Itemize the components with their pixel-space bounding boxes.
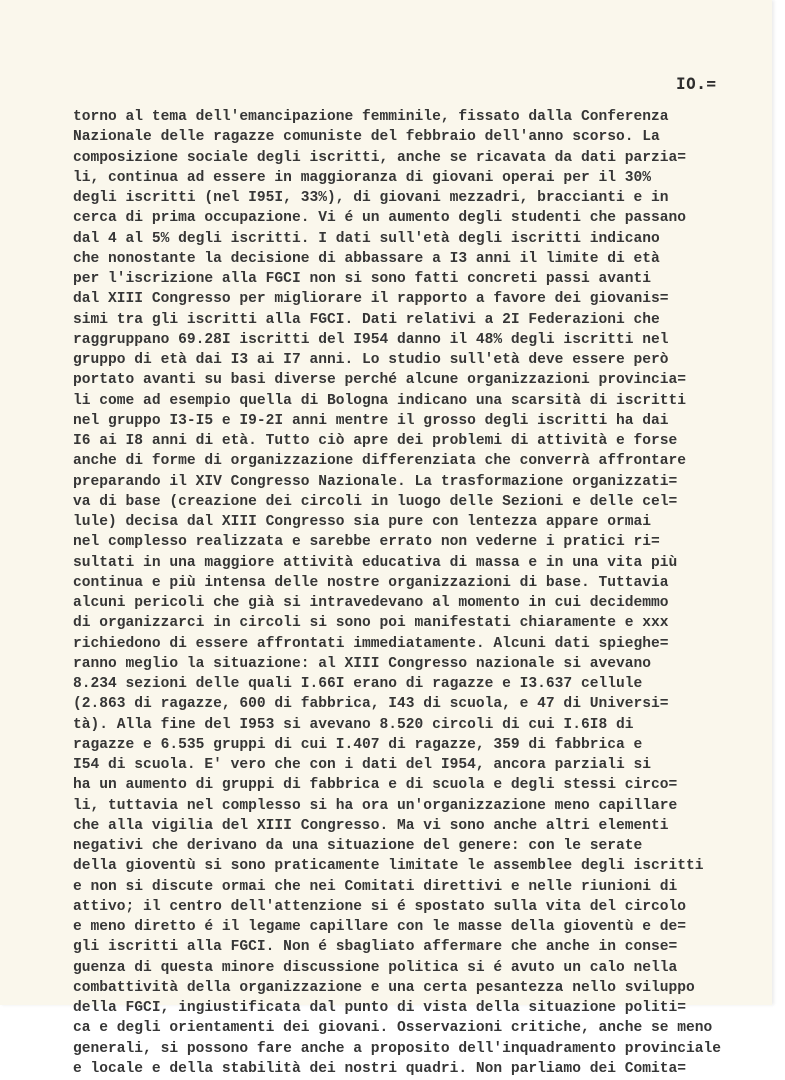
text-line: va di base (creazione dei circoli in luogo delle Sezioni e delle cel= bbox=[73, 493, 678, 510]
text-line: (2.863 di ragazze, 600 di fabbrica, I43 di scuola, e 47 di Universi= bbox=[73, 696, 669, 713]
text-line: dal 4 al 5% degli iscritti. I dati sull'età degli iscritti indicano bbox=[73, 230, 660, 247]
text-line: della FGCI, ingiustificata dal punto di vista della situazione politi= bbox=[73, 1000, 687, 1016]
text-line: e non si discute ormai che nei Comitati direttivi e nelle riunioni di bbox=[73, 878, 678, 895]
text-line: tà). Alla fine del I953 si avevano 8.520 circoli di cui I.6I8 di bbox=[73, 716, 634, 733]
text-line: ca e degli orientamenti dei giovani. Osservazioni critiche, anche se meno bbox=[73, 1020, 713, 1037]
text-line: ranno meglio la situazione: al XIII Congresso nazionale si avevano bbox=[73, 655, 652, 672]
text-line: composizione sociale degli iscritti, anche se ricavata da dati parzia= bbox=[73, 149, 687, 166]
page-number: IO.= bbox=[676, 74, 717, 93]
text-line: degli iscritti (nel I95I, 33%), di giovani mezzadri, braccianti e in bbox=[73, 190, 669, 206]
text-line: lule) decisa dal XIII Congresso sia pure con lentezza appare ormai bbox=[73, 514, 652, 530]
text-line: I6 ai I8 anni di età. Tutto ciò apre dei problemi di attività e forse bbox=[73, 433, 678, 449]
text-line: ha un aumento di gruppi di fabbrica e di scuola e degli stessi circo= bbox=[73, 777, 678, 794]
text-line: combattività della organizzazione e una certa pesantezza nello sviluppo bbox=[73, 979, 695, 996]
text-line: nel complesso realizzata e sarebbe errato non vederne i pratici ri= bbox=[73, 534, 660, 551]
body-text bbox=[73, 107, 773, 1079]
text-line: li, tuttavia nel complesso si ha ora un'organizzazione meno capillare bbox=[73, 797, 678, 814]
text-line: raggruppano 69.28I iscritti del I954 danno il 48% degli iscritti nel bbox=[73, 331, 669, 348]
text-line: li come ad esempio quella di Bologna indicano una scarsità di iscritti bbox=[73, 392, 687, 409]
text-line: Nazionale delle ragazze comuniste del febbraio dell'anno scorso. La bbox=[73, 129, 660, 146]
text-line: preparando il XIV Congresso Nazionale. La trasformazione organizzati= bbox=[73, 473, 678, 490]
text-line: gruppo di età dai I3 ai I7 anni. Lo studio sull'età deve essere però bbox=[73, 352, 669, 368]
text-line: continua e più intensa delle nostre organizzazioni di base. Tuttavia bbox=[73, 574, 669, 591]
text-line: della gioventù si sono praticamente limitate le assemblee degli iscritti bbox=[73, 858, 704, 875]
text-line: e locale e della stabilità dei nostri quadri. Non parliamo dei Comita= bbox=[73, 1060, 687, 1077]
text-line: cerca di prima occupazione. Vi é un aumento degli studenti che passano bbox=[73, 210, 687, 227]
text-line: nel gruppo I3-I5 e I9-2I anni mentre il grosso degli iscritti ha dai bbox=[73, 412, 669, 429]
text-line: ragazze e 6.535 gruppi di cui I.407 di ragazze, 359 di fabbrica e bbox=[73, 736, 643, 753]
text-line: per l'iscrizione alla FGCI non si sono fatti concreti passi avanti bbox=[73, 271, 652, 287]
text-line: I54 di scuola. E' vero che con i dati del I954, ancora parziali si bbox=[73, 757, 652, 773]
text-line: che alla vigilia del XIII Congresso. Ma vi sono anche altri elementi bbox=[73, 817, 669, 834]
text-line: sultati in una maggiore attività educativa di massa e in una vita più bbox=[73, 554, 678, 571]
text-line: gli iscritti alla FGCI. Non é sbagliato affermare che anche in conse= bbox=[73, 939, 678, 956]
text-line: portato avanti su basi diverse perché alcune organizzazioni provincia= bbox=[73, 372, 687, 389]
text-line: torno al tema dell'emancipazione femminile, fissato dalla Conferenza bbox=[73, 109, 669, 125]
text-line: simi tra gli iscritti alla FGCI. Dati relativi a 2I Federazioni che bbox=[73, 311, 660, 328]
text-line: generali, si possono fare anche a proposito dell'inquadramento provinciale bbox=[73, 1040, 722, 1057]
text-line: alcuni pericoli che già si intravedevano al momento in cui decidemmo bbox=[73, 595, 669, 611]
text-line: 8.234 sezioni delle quali I.66I erano di ragazze e I3.637 cellule bbox=[73, 676, 643, 692]
text-line: attivo; il centro dell'attenzione si é spostato sulla vita del circolo bbox=[73, 898, 687, 915]
text-line: dal XIII Congresso per migliorare il rapporto a favore dei giovanis= bbox=[73, 291, 669, 308]
text-line: di organizzarci in circoli si sono poi manifestati chiaramente e xxx bbox=[73, 615, 669, 632]
text-line: che nonostante la decisione di abbassare a I3 anni il limite di età bbox=[73, 250, 660, 267]
text-line: anche di forme di organizzazione differenziata che converrà affrontare bbox=[73, 453, 687, 470]
text-line: e meno diretto é il legame capillare con le masse della gioventù e de= bbox=[73, 919, 687, 935]
text-line: negativi che derivano da una situazione del genere: con le serate bbox=[73, 838, 643, 854]
text-line: guenza di questa minore discussione politica si é avuto un calo nella bbox=[73, 959, 678, 976]
text-line: richiedono di essere affrontati immediatamente. Alcuni dati spieghe= bbox=[73, 635, 669, 652]
text-line: li, continua ad essere in maggioranza di giovani operai per il 30% bbox=[73, 169, 652, 186]
